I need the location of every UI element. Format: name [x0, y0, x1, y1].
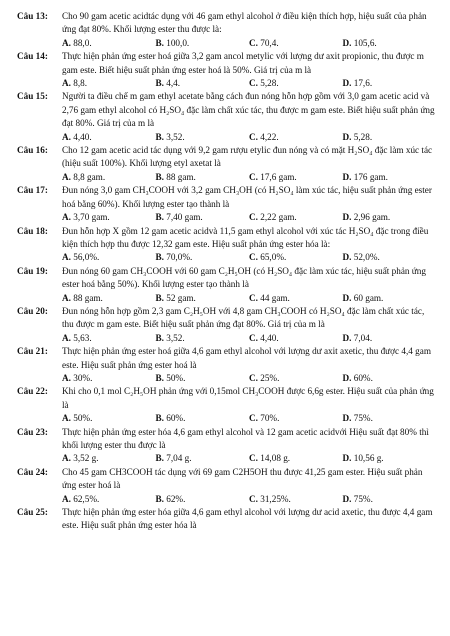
- question-body: [62, 385, 436, 425]
- answer-options: [62, 493, 436, 506]
- option-letter: D.: [342, 453, 352, 464]
- option-letter: C.: [249, 252, 258, 263]
- question-body: [62, 426, 436, 466]
- option-text: 88 gam.: [73, 292, 103, 303]
- option-text: 14,08 g.: [260, 453, 291, 464]
- answer-options: [62, 292, 436, 305]
- answer-option: [156, 292, 250, 305]
- option-letter: A.: [62, 171, 71, 182]
- option-letter: A.: [62, 37, 71, 48]
- option-letter: C.: [249, 493, 258, 504]
- option-letter: D.: [342, 131, 352, 142]
- answer-option: [156, 77, 250, 90]
- option-text: 3,52.: [166, 131, 185, 142]
- option-text: 2,22 gam.: [260, 212, 297, 223]
- answer-option: [249, 452, 343, 465]
- option-letter: A.: [62, 413, 71, 424]
- option-text: 176 gam.: [353, 171, 388, 182]
- option-letter: B.: [155, 292, 164, 303]
- option-letter: C.: [249, 292, 258, 303]
- question-label: Câu 21:: [17, 346, 48, 357]
- option-text: 62,5%.: [73, 493, 100, 504]
- answer-option: [343, 493, 437, 506]
- option-text: 60 gam.: [353, 292, 384, 303]
- option-text: 5,63.: [73, 332, 92, 343]
- option-letter: A.: [62, 78, 71, 89]
- option-letter: D.: [342, 413, 352, 424]
- answer-option: [156, 171, 250, 184]
- option-text: 65,0%.: [260, 252, 287, 263]
- question-stem: Thực hiện phản ứng ester hoá giữa 3,2 gam ancol metylic với lượng dư axit propionic, thu được m gam este. Biết hiệu suất phản ứng ester hoá là 50%. Giá trị của m là: [62, 51, 424, 75]
- question-label: Câu 24:: [17, 466, 48, 477]
- answer-option: [343, 412, 437, 425]
- question-21: [17, 345, 436, 385]
- option-letter: B.: [155, 131, 164, 142]
- option-text: 100,0.: [166, 37, 190, 48]
- option-text: 7,40 gam.: [166, 212, 203, 223]
- question-19: [17, 265, 436, 305]
- option-letter: D.: [342, 493, 352, 504]
- option-letter: B.: [155, 37, 164, 48]
- question-18: [17, 225, 436, 265]
- answer-option: [249, 37, 343, 50]
- option-text: 5,28.: [353, 131, 373, 142]
- question-body: [62, 345, 436, 385]
- answer-option: [249, 131, 343, 144]
- option-text: 7,04 g.: [166, 453, 192, 464]
- option-text: 17,6 gam.: [260, 171, 297, 182]
- option-letter: B.: [155, 413, 164, 424]
- option-text: 75%.: [353, 493, 373, 504]
- option-text: 5,28.: [260, 78, 279, 89]
- option-text: 50%.: [166, 372, 186, 383]
- option-letter: A.: [62, 212, 71, 223]
- question-stem: Cho 45 gam CH3COOH tác dụng với 69 gam C2H5OH thu được 41,25 gam ester. Hiệu suất phản ứng ester hoá là: [62, 466, 423, 491]
- answer-option: [156, 493, 250, 506]
- answer-options: [62, 452, 436, 465]
- option-text: 44 gam.: [260, 292, 290, 303]
- answer-option: [62, 77, 156, 90]
- option-letter: B.: [155, 372, 164, 383]
- question-body: [62, 466, 436, 506]
- question-stem: Thực hiện phản ứng ester hóa 4,6 gam ethyl alcohol và 12 gam acetic acidvới Hiệu suất đạt 80% thì khối lượng ester thu được là: [62, 426, 429, 450]
- answer-option: [156, 332, 250, 345]
- answer-option: [343, 171, 437, 184]
- option-letter: B.: [155, 493, 164, 504]
- answer-option: [156, 372, 250, 385]
- question-15: [17, 90, 436, 144]
- option-text: 17,6.: [353, 78, 373, 89]
- option-text: 88,0.: [73, 37, 92, 48]
- option-text: 70,0%.: [166, 252, 193, 263]
- option-letter: A.: [62, 493, 71, 504]
- option-text: 4,4.: [166, 78, 181, 89]
- question-label: Câu 15:: [17, 91, 48, 102]
- question-label: Câu 14:: [17, 51, 48, 62]
- question-label: Câu 20:: [17, 305, 48, 316]
- question-stem: Khi cho 0,1 mol C₂H₅OH phản ứng với 0,15mol CH₃COOH được 6,6g ester. Hiệu suất của phản ứng là: [62, 386, 434, 410]
- option-letter: B.: [155, 78, 164, 89]
- option-letter: A.: [62, 292, 71, 303]
- option-letter: B.: [155, 212, 164, 223]
- answer-option: [249, 251, 343, 264]
- answer-option: [62, 332, 156, 345]
- question-stem: Đun nóng 3,0 gam CH₃COOH với 3,2 gam CH₃OH (có H₂SO₄ làm xúc tác, hiệu suất phản ứng ester hoá bằng 60%). Khối lượng ester tạo thành là: [62, 185, 432, 209]
- option-text: 75%.: [353, 413, 373, 424]
- option-letter: B.: [155, 171, 164, 182]
- answer-option: [62, 251, 156, 264]
- option-letter: C.: [249, 131, 258, 142]
- question-stem: Đun nóng hỗn hợp gồm 2,3 gam C₂H₅OH với 4,8 gam CH₃COOH có H₂SO₄ đặc làm chất xúc tác, thu được m gam este. Biết hiệu suất phản ứng đạt 80%. Giá trị của m là: [62, 305, 425, 330]
- question-label: Câu 25:: [17, 507, 48, 518]
- option-letter: B.: [155, 332, 164, 343]
- option-text: 3,70 gam.: [73, 212, 110, 223]
- option-letter: C.: [249, 332, 258, 343]
- answer-option: [156, 452, 250, 465]
- option-letter: D.: [342, 252, 352, 263]
- question-20: [17, 305, 436, 345]
- option-text: 8,8.: [73, 78, 88, 89]
- answer-option: [62, 292, 156, 305]
- option-text: 52,0%.: [353, 252, 380, 263]
- option-letter: C.: [249, 453, 258, 464]
- answer-option: [156, 37, 250, 50]
- option-letter: B.: [155, 252, 164, 263]
- answer-option: [343, 251, 437, 264]
- answer-option: [343, 332, 437, 345]
- question-body: [62, 50, 436, 90]
- answer-options: [62, 251, 436, 264]
- option-text: 62%.: [166, 493, 186, 504]
- question-24: [17, 466, 436, 506]
- answer-options: [62, 412, 436, 425]
- option-text: 3,52.: [166, 332, 185, 343]
- answer-options: [62, 332, 436, 345]
- option-letter: B.: [155, 453, 164, 464]
- option-text: 50%.: [73, 413, 93, 424]
- answer-options: [62, 372, 436, 385]
- option-letter: A.: [62, 332, 71, 343]
- question-23: [17, 426, 436, 466]
- option-letter: C.: [249, 212, 258, 223]
- answer-option: [249, 211, 343, 224]
- question-13: [17, 10, 436, 50]
- option-text: 8,8 gam.: [73, 171, 106, 182]
- answer-option: [62, 372, 156, 385]
- answer-option: [249, 372, 343, 385]
- answer-options: [62, 171, 436, 184]
- answer-option: [156, 251, 250, 264]
- answer-options: [62, 131, 436, 144]
- question-label: Câu 17:: [17, 185, 48, 196]
- option-letter: C.: [249, 372, 258, 383]
- answer-option: [156, 412, 250, 425]
- answer-option: [249, 493, 343, 506]
- answer-option: [156, 131, 250, 144]
- option-letter: D.: [342, 37, 352, 48]
- option-text: 25%.: [260, 372, 280, 383]
- question-label: Câu 18:: [17, 225, 48, 236]
- question-stem: Cho 12 gam acetic acid tác dụng với 9,2 gam rượu etylic đun nóng và có mặt H₂SO₄ đặc làm xúc tác (hiệu suất 100%). Khối lượng etyl axetat là: [62, 145, 433, 169]
- option-text: 52 gam.: [166, 292, 196, 303]
- question-22: [17, 385, 436, 425]
- option-letter: A.: [62, 453, 71, 464]
- answer-option: [62, 412, 156, 425]
- question-body: [62, 90, 436, 144]
- answer-option: [249, 77, 343, 90]
- option-text: 31,25%.: [260, 493, 291, 504]
- question-body: [62, 305, 436, 345]
- answer-option: [343, 77, 437, 90]
- answer-option: [343, 292, 437, 305]
- question-stem: Người ta điều chế m gam ethyl acetate bằng cách đun nóng hỗn hợp gồm với 3,0 gam acetic acid và 2,76 gam ethyl alcohol có H₂SO₄ đặc làm chất xúc tác, thu được m gam este. Biết hiệu suất phản ứng đạt 80%. Giá trị của m là: [62, 91, 435, 129]
- answer-option: [343, 131, 437, 144]
- question-label: Câu 16:: [17, 145, 48, 156]
- option-text: 3,52 g.: [73, 453, 99, 464]
- answer-options: [62, 37, 436, 50]
- answer-options: [62, 77, 436, 90]
- answer-option: [62, 211, 156, 224]
- answer-option: [62, 493, 156, 506]
- answer-option: [343, 211, 437, 224]
- question-body: [62, 506, 436, 533]
- question-body: [62, 10, 436, 50]
- answer-option: [62, 171, 156, 184]
- option-letter: C.: [249, 171, 258, 182]
- question-25: [17, 506, 436, 533]
- question-stem: Đun nóng 60 gam CH₃COOH với 60 gam C₂H₅OH (có H₂SO₄ đặc làm xúc tác, hiệu suất phản ứng ester hoá bằng 50%). Khối lượng ester tạo thành là: [62, 265, 426, 290]
- option-letter: D.: [342, 372, 352, 383]
- option-letter: D.: [342, 292, 352, 303]
- answer-option: [343, 452, 437, 465]
- option-text: 105,6.: [353, 37, 377, 48]
- option-text: 60%.: [353, 372, 373, 383]
- answer-options: [62, 211, 436, 224]
- option-text: 4,22.: [260, 131, 279, 142]
- question-label: Câu 19:: [17, 265, 48, 276]
- question-label: Câu 23:: [17, 426, 48, 437]
- option-text: 10,56 g.: [353, 453, 384, 464]
- answer-option: [343, 37, 437, 50]
- option-text: 60%.: [166, 413, 186, 424]
- option-text: 4,40.: [73, 131, 92, 142]
- answer-option: [249, 171, 343, 184]
- question-14: [17, 50, 436, 90]
- option-letter: D.: [342, 212, 352, 223]
- question-body: [62, 184, 436, 224]
- option-text: 70%.: [260, 413, 280, 424]
- answer-option: [62, 131, 156, 144]
- question-stem: Cho 90 gam acetic acidtác dụng với 46 gam ethyl alcohol ở điều kiện thích hợp, hiệu suất của phản ứng đạt 80%. Khối lượng ester thu được là:: [62, 11, 427, 35]
- option-text: 88 gam.: [166, 171, 196, 182]
- question-body: [62, 265, 436, 305]
- option-letter: D.: [342, 332, 352, 343]
- option-text: 2,96 gam.: [353, 212, 391, 223]
- option-letter: C.: [249, 413, 258, 424]
- option-text: 4,40.: [260, 332, 279, 343]
- answer-option: [343, 372, 437, 385]
- option-text: 7,04.: [353, 332, 373, 343]
- question-body: [62, 144, 436, 184]
- option-text: 56,0%.: [73, 252, 100, 263]
- question-16: [17, 144, 436, 184]
- option-letter: D.: [342, 78, 352, 89]
- question-stem: Thực hiện phản ứng ester hóa giữa 4,6 gam ethyl alcohol với lượng dư acid axetic, thu được 4,4 gam este. Hiệu suất phản ứng ester hóa là: [62, 507, 433, 531]
- option-letter: A.: [62, 252, 71, 263]
- answer-option: [249, 292, 343, 305]
- option-letter: A.: [62, 372, 71, 383]
- answer-option: [249, 332, 343, 345]
- question-stem: Đun hỗn hợp X gồm 12 gam acetic acidvà 11,5 gam ethyl alcohol với xúc tác H₂SO₄ đặc trong điều kiện thích hợp thu được 12,32 gam este. Hiệu suất phản ứng ester hóa là:: [62, 225, 429, 249]
- option-text: 30%.: [73, 372, 93, 383]
- question-body: [62, 225, 436, 265]
- answer-option: [62, 37, 156, 50]
- answer-option: [62, 452, 156, 465]
- question-label: Câu 13:: [17, 11, 48, 21]
- question-17: [17, 184, 436, 224]
- option-letter: D.: [342, 171, 352, 182]
- option-letter: C.: [249, 37, 258, 48]
- question-label: Câu 22:: [17, 386, 48, 397]
- answer-option: [249, 412, 343, 425]
- option-letter: C.: [249, 78, 258, 89]
- question-stem: Thực hiện phản ứng ester hoá giữa 4,6 gam ethyl alcohol với lượng dư axit axetic, thu được 4,4 gam este. Hiệu suất phản ứng ester hoá là: [62, 346, 431, 370]
- answer-option: [156, 211, 250, 224]
- option-letter: A.: [62, 131, 71, 142]
- option-text: 70,4.: [260, 37, 279, 48]
